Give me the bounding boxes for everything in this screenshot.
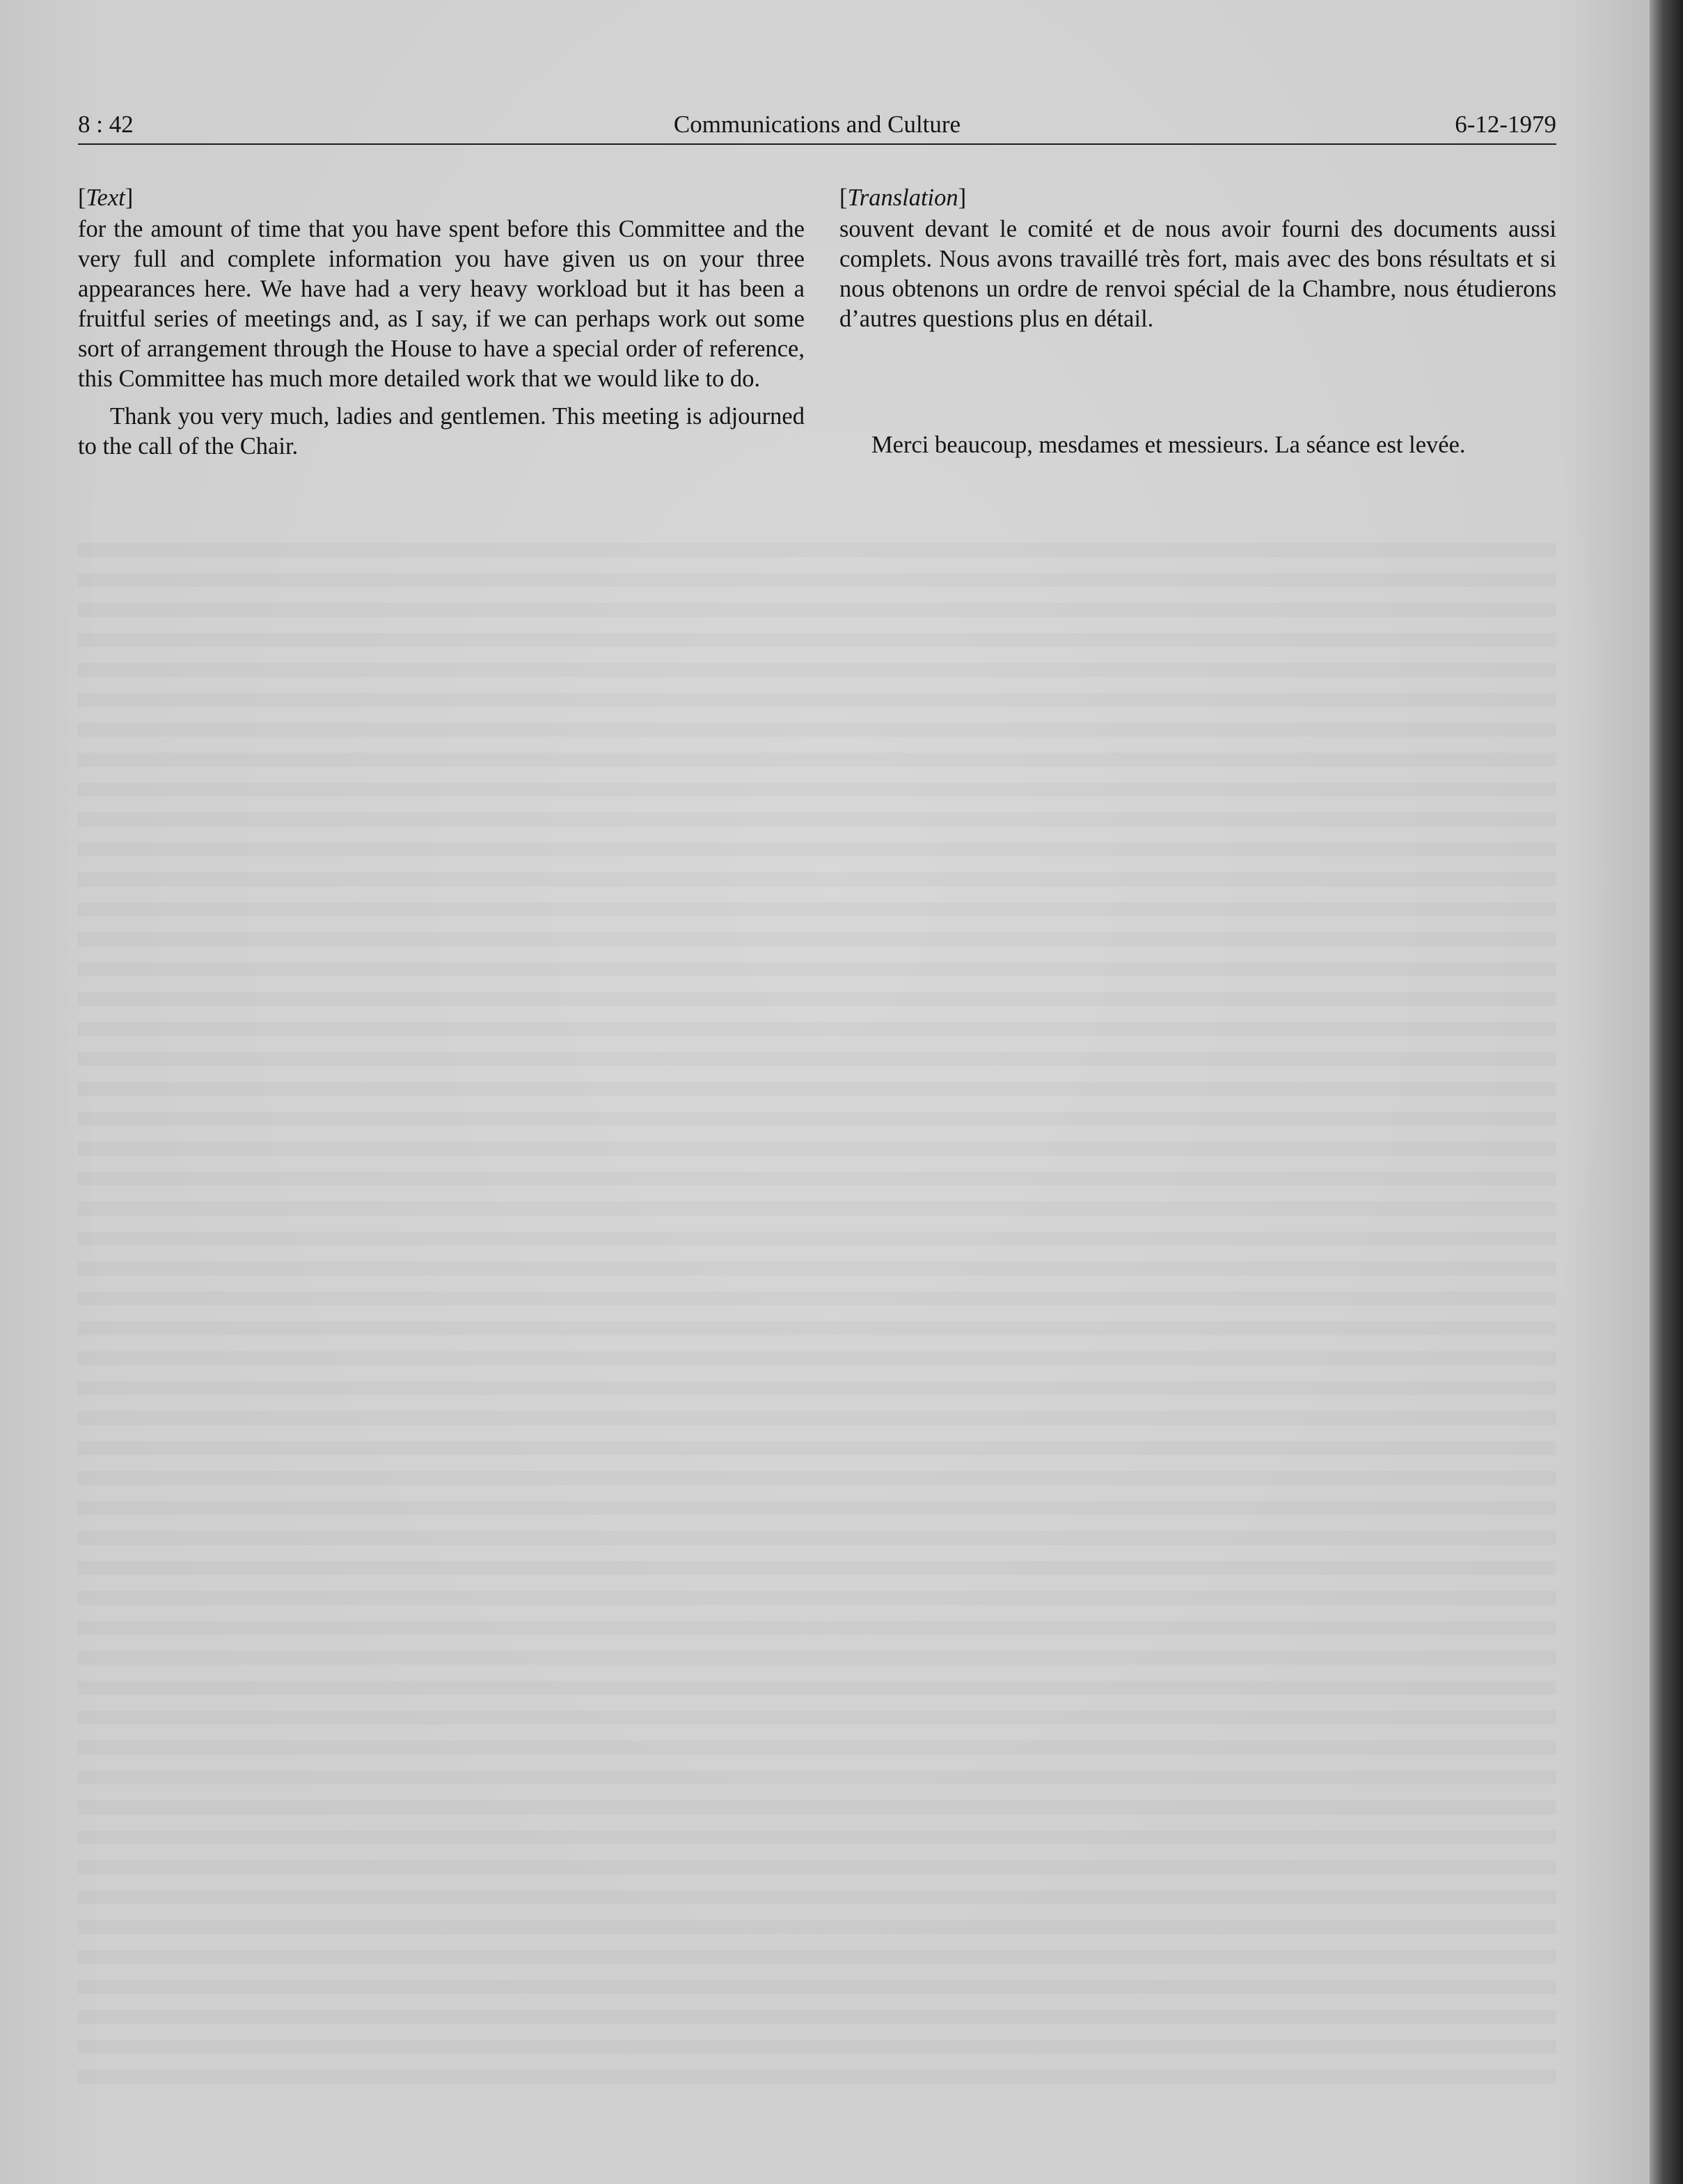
column-heading-label: Translation — [847, 184, 958, 211]
page-number: 8 : 42 — [78, 111, 134, 138]
english-column — [78, 182, 805, 462]
paragraph: Merci beaucoup, mesdames et messieurs. La séance est levée. — [871, 432, 1466, 458]
column-heading-label: Text — [86, 184, 125, 211]
header-date: 6-12-1979 — [1455, 111, 1556, 138]
paragraph: for the amount of time that you have spent before this Committee and the very full and complete information you have given us on your three appearances here. We have had a very heavy workload but it has been a fruitful series of meetings and, as I say, if we can perhaps work out some sort of arrangement through the House to have a special order of reference, this Committee has much more detailed work that we would like to do. — [78, 216, 805, 392]
header-rule — [78, 143, 1556, 145]
paragraph: souvent devant le comité et de nous avoir fourni des documents aussi complets. Nous avons travaillé très fort, mais avec des bons résultats et si nous obtenons un ordre de renvoi spécial de la Chambre, nous étudierons d’autres questions plus en détail. — [839, 216, 1556, 332]
binding-edge — [1650, 0, 1683, 2184]
show-through-texture — [78, 529, 1556, 2089]
french-column — [839, 182, 1556, 460]
column-heading-text: [Text] — [78, 184, 134, 211]
column-heading-translation: [Translation] — [839, 184, 967, 211]
running-header — [78, 106, 1556, 143]
publication-title: Communications and Culture — [673, 111, 961, 138]
paragraph: Thank you very much, ladies and gentlemen. This meeting is adjourned to the call of the Chair. — [78, 403, 805, 459]
